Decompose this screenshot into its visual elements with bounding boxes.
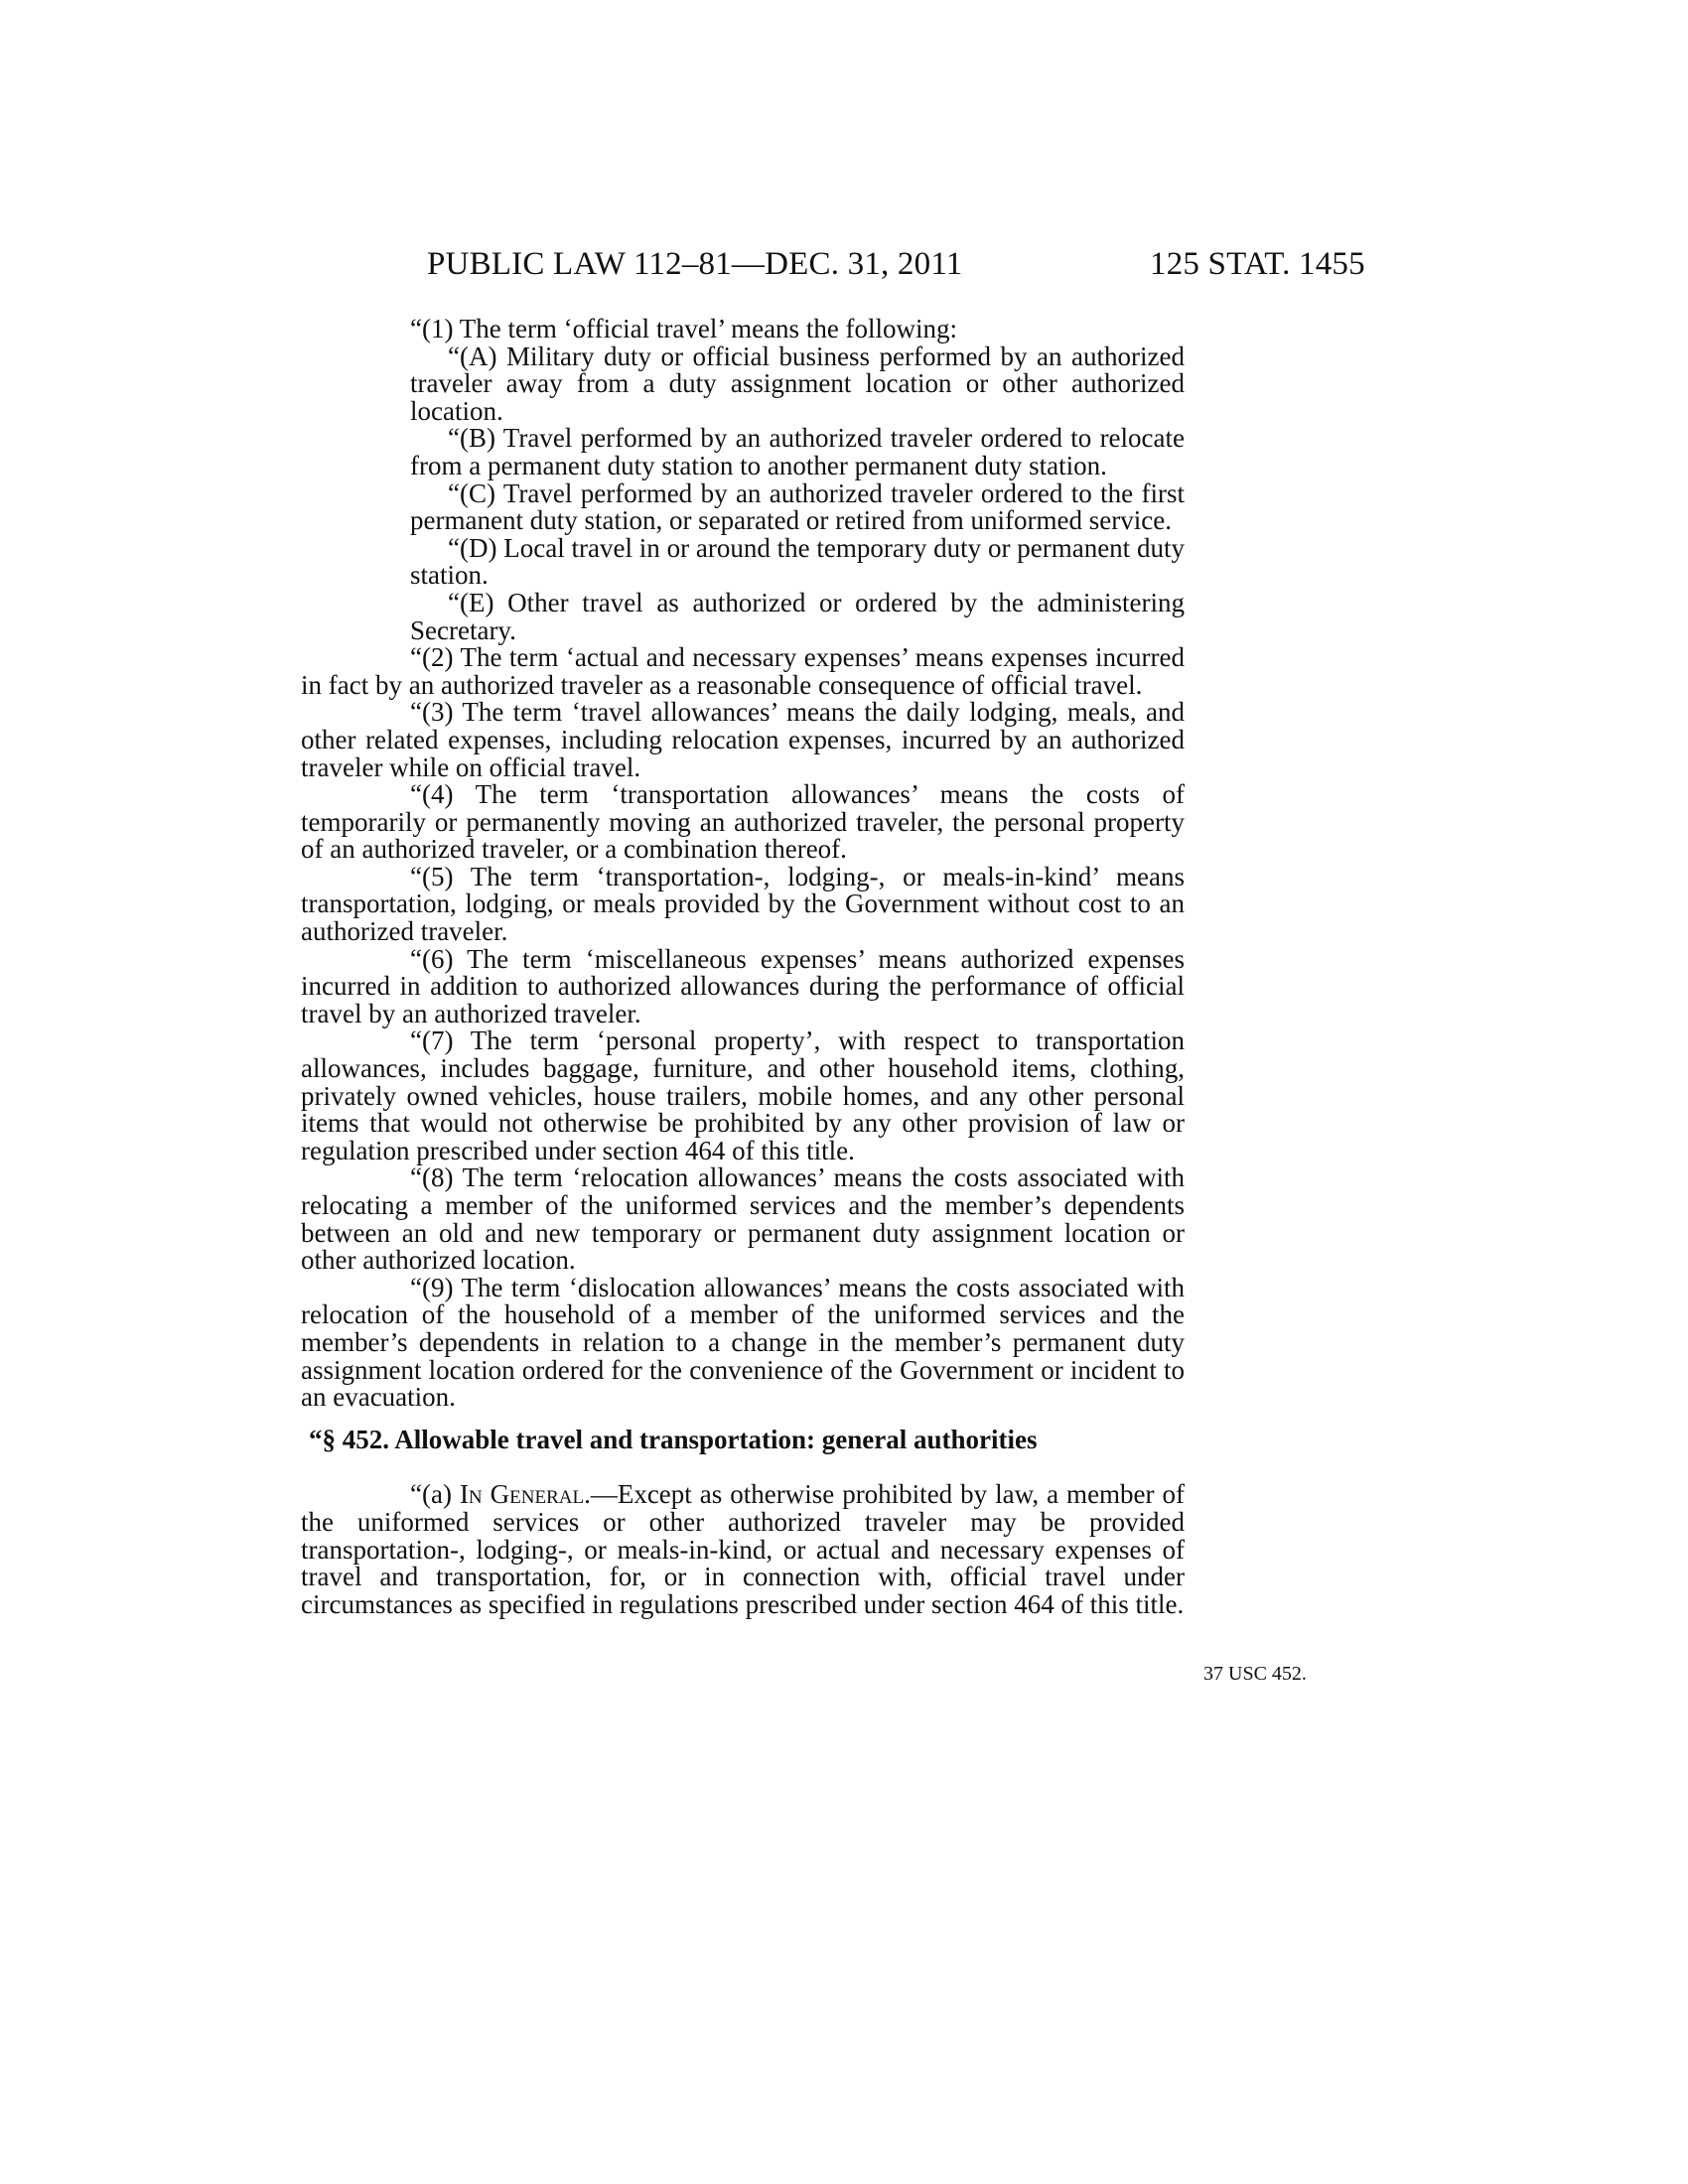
page-number: 125 STAT. 1455 [1150, 246, 1365, 282]
spacer [301, 1453, 1185, 1481]
running-header-title: PUBLIC LAW 112–81—DEC. 31, 2011 [427, 246, 963, 282]
definition-1-d: “(D) Local travel in or around the temporary duty or permanent duty station. [410, 532, 1185, 591]
section-heading: “§ 452. Allowable travel and transportation: general authorities [309, 1424, 1038, 1454]
section-paragraph-a: “(a) In General.—Except as otherwise prohibited by law, a member of the uniformed services or other authorized traveler may be provided transportation-, lodging-, or meals-in-kind, or actual and necessary expenses of travel and transportation, for, or in connection with, official travel under circumstances as specified in regulations prescribed under section 464 of this title. [301, 1479, 1185, 1619]
paragraph-label: “(a) [410, 1479, 452, 1510]
definition-6: “(6) The term ‘miscellaneous expenses’ means authorized expenses incurred in addition to authorized allowances during the performance of official travel by an authorized traveler. [301, 943, 1185, 1028]
definition-5: “(5) The term ‘transportation-, lodging-, or meals-in-kind’ means transportation, lodging, or meals provided by the Government without cost to an authorized traveler. [301, 861, 1185, 947]
definition-9: “(9) The term ‘dislocation allowances’ means the costs associated with relocation of the household of a member of the uniformed services and the member’s dependents in relation to a change in the member’s permanent duty assignment location ordered for the convenience of the Government or incident to an evacuation. [301, 1272, 1185, 1413]
definition-1-c: “(C) Travel performed by an authorized traveler ordered to the first permanent duty station, or separated or retired from uniformed service. [410, 478, 1185, 536]
definition-1-a: “(A) Military duty or official business performed by an authorized traveler away from a duty assignment location or other authorized location. [410, 341, 1185, 426]
document-body [301, 316, 1185, 1618]
definition-1: “(1) The term ‘official travel’ means the following: [410, 314, 958, 343]
definition-1-b: “(B) Travel performed by an authorized traveler ordered to relocate from a permanent duty station to another permanent duty station. [410, 423, 1185, 480]
margin-citation: 37 USC 452. [1203, 1663, 1307, 1685]
definition-8: “(8) The term ‘relocation allowances’ means the costs associated with relocating a member of the uniformed services and the member’s dependents between an old and new temporary or permanent duty assignment location or other authorized location. [301, 1162, 1185, 1276]
definition-2: “(2) The term ‘actual and necessary expenses’ means expenses incurred in fact by an authorized traveler as a reasonable consequence of official travel. [301, 642, 1185, 700]
definition-4: “(4) The term ‘transportation allowances’ means the costs of temporarily or permanently moving an authorized traveler, the personal property of an authorized traveler, or a combination thereof. [301, 779, 1185, 865]
paragraph-title: In General [459, 1479, 585, 1510]
paragraph-text: Except as otherwise prohibited by law, a member of the uniformed services or other authorized traveler may be provided transportation-, lodging-, or meals-in-kind, or actual and necessary expenses of travel and transportation, for, or in connection with, official travel under circumstances as specified in regulations prescribed under section 464 of this title. [301, 1479, 1185, 1619]
definition-3: “(3) The term ‘travel allowances’ means the daily lodging, meals, and other related expenses, including relocation expenses, incurred by an authorized traveler while on official travel. [301, 697, 1185, 782]
definition-1-e: “(E) Other travel as authorized or ordered by the administering Secretary. [410, 587, 1185, 645]
definition-7: “(7) The term ‘personal property’, with respect to transportation allowances, includes baggage, furniture, and other household items, clothing, privately owned vehicles, house trailers, mobile homes, and any other personal items that would not otherwise be prohibited by any other provision of law or regulation prescribed under section 464 of this title. [301, 1025, 1185, 1165]
